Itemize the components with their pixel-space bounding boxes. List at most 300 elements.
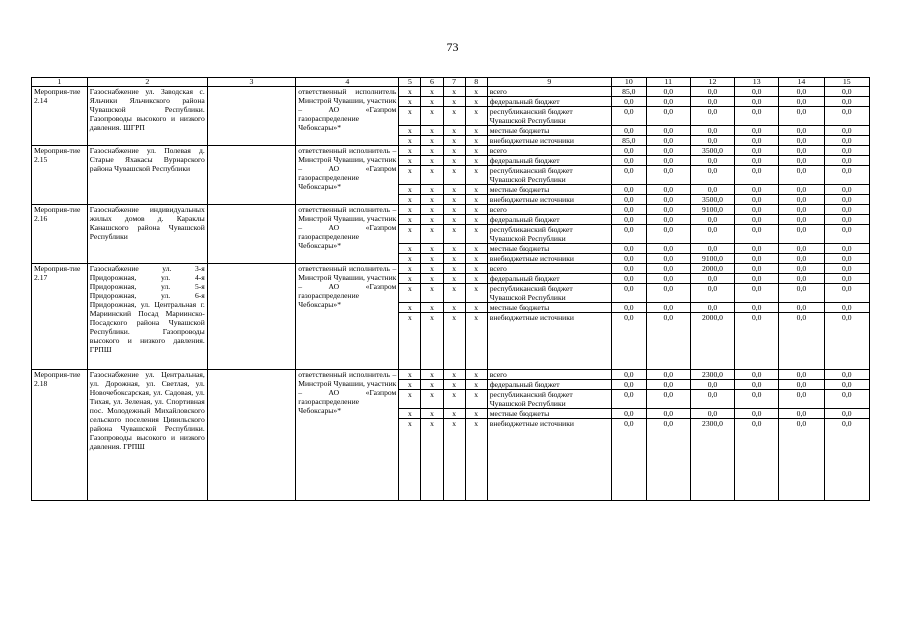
x-mark: x <box>399 126 421 136</box>
amount-cell: 0,0 <box>824 409 869 419</box>
amount-cell: 0,0 <box>611 195 646 205</box>
measure-name: Газоснабжение ул. 3-я Придорожная, ул. 4-я Придорожная, ул. 5-я Придорожная, ул. 6-я Придорожная, ул. Центральная г. Мариинский Посад Мариинско-Посадского района Чувашской Республики. Газопроводы высокого и низкого давления. ГРПШ <box>87 264 207 370</box>
funding-source: всего <box>487 87 611 97</box>
amount-cell: 0,0 <box>824 390 869 409</box>
amount-cell: 0,0 <box>824 244 869 254</box>
amount-cell: 0,0 <box>646 205 690 215</box>
amount-cell: 9100,0 <box>690 205 734 215</box>
x-mark: x <box>465 370 487 380</box>
amount-cell: 0,0 <box>824 215 869 225</box>
x-mark: x <box>421 370 443 380</box>
x-mark: x <box>399 244 421 254</box>
amount-cell: 0,0 <box>611 185 646 195</box>
x-mark: x <box>443 166 465 185</box>
amount-cell: 0,0 <box>779 126 824 136</box>
amount-cell: 0,0 <box>824 195 869 205</box>
x-mark: x <box>465 284 487 303</box>
header-cell: 1 <box>32 78 88 87</box>
amount-cell: 0,0 <box>824 156 869 166</box>
funding-source: местные бюджеты <box>487 185 611 195</box>
amount-cell: 0,0 <box>779 254 824 264</box>
measure-executor: ответственный исполнитель – Минстрой Чувашии, участник – АО «Газпром газораспределение Чебоксары»* <box>296 146 399 205</box>
amount-cell: 0,0 <box>824 87 869 97</box>
amount-cell: 0,0 <box>735 87 779 97</box>
x-mark: x <box>443 205 465 215</box>
x-mark: x <box>465 107 487 126</box>
amount-cell: 0,0 <box>611 380 646 390</box>
funding-source: местные бюджеты <box>487 244 611 254</box>
amount-cell: 0,0 <box>735 264 779 274</box>
empty-cell <box>207 205 295 264</box>
funding-source: всего <box>487 146 611 156</box>
amount-cell: 0,0 <box>611 126 646 136</box>
x-mark: x <box>465 146 487 156</box>
header-cell: 15 <box>824 78 869 87</box>
amount-cell: 0,0 <box>735 126 779 136</box>
x-mark: x <box>421 205 443 215</box>
amount-cell: 0,0 <box>779 244 824 254</box>
amount-cell: 0,0 <box>735 185 779 195</box>
amount-cell: 0,0 <box>779 274 824 284</box>
amount-cell: 0,0 <box>779 370 824 380</box>
header-cell: 8 <box>465 78 487 87</box>
amount-cell: 0,0 <box>735 215 779 225</box>
x-mark: x <box>421 87 443 97</box>
amount-cell: 0,0 <box>646 166 690 185</box>
amount-cell: 0,0 <box>824 166 869 185</box>
amount-cell: 0,0 <box>779 303 824 313</box>
table-body <box>32 78 870 501</box>
measure-id: Мероприя-тие 2.16 <box>32 205 88 264</box>
x-mark: x <box>465 87 487 97</box>
amount-cell: 0,0 <box>779 264 824 274</box>
funding-source: внебюджетные источники <box>487 195 611 205</box>
x-mark: x <box>443 97 465 107</box>
x-mark: x <box>421 195 443 205</box>
amount-cell: 0,0 <box>611 419 646 501</box>
amount-cell: 0,0 <box>824 136 869 146</box>
x-mark: x <box>465 166 487 185</box>
amount-cell: 0,0 <box>735 419 779 501</box>
header-cell: 10 <box>611 78 646 87</box>
funding-source: федеральный бюджет <box>487 97 611 107</box>
amount-cell: 0,0 <box>690 303 734 313</box>
amount-cell: 0,0 <box>824 185 869 195</box>
x-mark: x <box>443 274 465 284</box>
amount-cell: 0,0 <box>611 107 646 126</box>
amount-cell: 0,0 <box>611 166 646 185</box>
amount-cell: 85,0 <box>611 87 646 97</box>
measure-id: Мероприя-тие 2.15 <box>32 146 88 205</box>
x-mark: x <box>465 225 487 244</box>
amount-cell: 3500,0 <box>690 195 734 205</box>
measure-executor: ответственный исполнитель Минстрой Чувашии, участник – АО «Газпром газораспределение Чебоксары»* <box>296 87 399 146</box>
amount-cell: 2300,0 <box>690 370 734 380</box>
x-mark: x <box>443 146 465 156</box>
measure-name: Газоснабжение индивидуальных жилых домов д. Караклы Канашского района Чувашской Республики <box>87 205 207 264</box>
amount-cell: 0,0 <box>646 136 690 146</box>
x-mark: x <box>421 136 443 146</box>
amount-cell: 0,0 <box>824 264 869 274</box>
measure-id: Мероприя-тие 2.17 <box>32 264 88 370</box>
empty-cell <box>207 370 295 501</box>
amount-cell: 2000,0 <box>690 264 734 274</box>
measure-name: Газоснабжение ул. Заводская с. Яльчики Яльчикского района Чувашской Республики. Газопроводы высокого и низкого давления. ШГРП <box>87 87 207 146</box>
amount-cell: 0,0 <box>824 313 869 370</box>
x-mark: x <box>443 380 465 390</box>
amount-cell: 0,0 <box>735 107 779 126</box>
x-mark: x <box>465 97 487 107</box>
header-cell: 5 <box>399 78 421 87</box>
funding-source: местные бюджеты <box>487 409 611 419</box>
header-cell: 14 <box>779 78 824 87</box>
amount-cell: 0,0 <box>824 126 869 136</box>
funding-source: федеральный бюджет <box>487 156 611 166</box>
amount-cell: 0,0 <box>646 107 690 126</box>
measure-id: Мероприя-тие 2.14 <box>32 87 88 146</box>
amount-cell: 0,0 <box>690 409 734 419</box>
header-cell: 11 <box>646 78 690 87</box>
amount-cell: 9100,0 <box>690 254 734 264</box>
page-number: 73 <box>446 40 459 54</box>
x-mark: x <box>399 107 421 126</box>
amount-cell: 0,0 <box>646 380 690 390</box>
amount-cell: 0,0 <box>646 195 690 205</box>
amount-cell: 0,0 <box>690 136 734 146</box>
amount-cell: 0,0 <box>779 97 824 107</box>
amount-cell: 0,0 <box>735 195 779 205</box>
header-cell: 2 <box>87 78 207 87</box>
amount-cell: 0,0 <box>690 225 734 244</box>
amount-cell: 0,0 <box>646 146 690 156</box>
x-mark: x <box>399 146 421 156</box>
amount-cell: 0,0 <box>611 409 646 419</box>
table-row <box>32 205 870 215</box>
x-mark: x <box>421 274 443 284</box>
amount-cell: 0,0 <box>779 87 824 97</box>
funding-source: внебюджетные источники <box>487 254 611 264</box>
amount-cell: 0,0 <box>735 205 779 215</box>
amount-cell: 0,0 <box>611 97 646 107</box>
x-mark: x <box>465 264 487 274</box>
amount-cell: 0,0 <box>779 156 824 166</box>
amount-cell: 0,0 <box>646 409 690 419</box>
amount-cell: 0,0 <box>690 126 734 136</box>
x-mark: x <box>421 215 443 225</box>
x-mark: x <box>443 264 465 274</box>
amount-cell: 0,0 <box>690 390 734 409</box>
amount-cell: 0,0 <box>824 205 869 215</box>
amount-cell: 0,0 <box>824 284 869 303</box>
x-mark: x <box>421 409 443 419</box>
program-measures-table <box>31 77 870 501</box>
amount-cell: 0,0 <box>646 370 690 380</box>
table-row <box>32 370 870 380</box>
amount-cell: 0,0 <box>735 409 779 419</box>
amount-cell: 0,0 <box>824 254 869 264</box>
x-mark: x <box>421 126 443 136</box>
x-mark: x <box>443 303 465 313</box>
table-row <box>32 146 870 156</box>
funding-source: внебюджетные источники <box>487 419 611 501</box>
amount-cell: 0,0 <box>646 274 690 284</box>
x-mark: x <box>421 225 443 244</box>
amount-cell: 2000,0 <box>690 313 734 370</box>
x-mark: x <box>421 156 443 166</box>
table-row <box>32 87 870 97</box>
x-mark: x <box>399 97 421 107</box>
x-mark: x <box>421 419 443 501</box>
x-mark: x <box>443 136 465 146</box>
amount-cell: 0,0 <box>646 87 690 97</box>
amount-cell: 0,0 <box>735 303 779 313</box>
amount-cell: 0,0 <box>611 390 646 409</box>
amount-cell: 0,0 <box>690 284 734 303</box>
x-mark: x <box>443 313 465 370</box>
amount-cell: 0,0 <box>646 284 690 303</box>
x-mark: x <box>399 409 421 419</box>
x-mark: x <box>443 87 465 97</box>
x-mark: x <box>465 419 487 501</box>
amount-cell: 0,0 <box>646 244 690 254</box>
column-number-header <box>32 78 870 87</box>
amount-cell: 0,0 <box>824 370 869 380</box>
x-mark: x <box>399 166 421 185</box>
amount-cell: 0,0 <box>735 313 779 370</box>
amount-cell: 0,0 <box>779 380 824 390</box>
x-mark: x <box>421 380 443 390</box>
amount-cell: 0,0 <box>690 166 734 185</box>
amount-cell: 0,0 <box>824 274 869 284</box>
amount-cell: 0,0 <box>611 264 646 274</box>
x-mark: x <box>465 156 487 166</box>
x-mark: x <box>443 156 465 166</box>
amount-cell: 0,0 <box>611 225 646 244</box>
amount-cell: 0,0 <box>611 215 646 225</box>
empty-cell <box>207 146 295 205</box>
funding-source: всего <box>487 264 611 274</box>
x-mark: x <box>443 284 465 303</box>
x-mark: x <box>443 254 465 264</box>
amount-cell: 0,0 <box>779 146 824 156</box>
header-cell: 3 <box>207 78 295 87</box>
amount-cell: 0,0 <box>735 284 779 303</box>
amount-cell: 0,0 <box>611 244 646 254</box>
x-mark: x <box>443 244 465 254</box>
x-mark: x <box>443 390 465 409</box>
amount-cell: 0,0 <box>611 254 646 264</box>
funding-source: федеральный бюджет <box>487 380 611 390</box>
amount-cell: 0,0 <box>690 156 734 166</box>
x-mark: x <box>421 264 443 274</box>
measure-name: Газоснабжение ул. Центральная, ул. Дорожная, ул. Светлая, ул. Новочебоксарская, ул. Садовая, ул. Тихая, ул. Зеленая, ул. Спортивная пос. Молодежный Михайловского сельского поселения Цивильского района Чувашской Республики. Газопроводы высокого и низкого давления. ГРПШ <box>87 370 207 501</box>
x-mark: x <box>399 185 421 195</box>
x-mark: x <box>399 380 421 390</box>
amount-cell: 85,0 <box>611 136 646 146</box>
amount-cell: 0,0 <box>690 185 734 195</box>
amount-cell: 0,0 <box>735 254 779 264</box>
x-mark: x <box>465 244 487 254</box>
amount-cell: 0,0 <box>735 244 779 254</box>
amount-cell: 0,0 <box>779 409 824 419</box>
empty-cell <box>207 264 295 370</box>
amount-cell: 0,0 <box>779 205 824 215</box>
funding-source: внебюджетные источники <box>487 313 611 370</box>
header-cell: 6 <box>421 78 443 87</box>
measure-name: Газоснабжение ул. Полевая д. Старые Яхакасы Вурнарского района Чувашской Республики <box>87 146 207 205</box>
amount-cell: 0,0 <box>824 380 869 390</box>
amount-cell: 0,0 <box>824 225 869 244</box>
amount-cell: 0,0 <box>779 195 824 205</box>
amount-cell: 0,0 <box>824 303 869 313</box>
amount-cell: 0,0 <box>690 380 734 390</box>
amount-cell: 0,0 <box>611 274 646 284</box>
amount-cell: 0,0 <box>611 370 646 380</box>
measure-executor: ответственный исполнитель – Минстрой Чувашии, участник – АО «Газпром газораспределение Чебоксары»* <box>296 264 399 370</box>
header-cell: 9 <box>487 78 611 87</box>
x-mark: x <box>399 215 421 225</box>
amount-cell: 0,0 <box>779 185 824 195</box>
amount-cell: 0,0 <box>690 87 734 97</box>
amount-cell: 0,0 <box>779 284 824 303</box>
amount-cell: 0,0 <box>690 244 734 254</box>
amount-cell: 0,0 <box>735 166 779 185</box>
x-mark: x <box>465 185 487 195</box>
amount-cell: 0,0 <box>646 313 690 370</box>
funding-source: республиканский бюджет Чувашской Республики <box>487 284 611 303</box>
x-mark: x <box>465 380 487 390</box>
amount-cell: 0,0 <box>824 97 869 107</box>
amount-cell: 0,0 <box>646 185 690 195</box>
amount-cell: 0,0 <box>735 225 779 244</box>
amount-cell: 0,0 <box>735 370 779 380</box>
table-row <box>32 264 870 274</box>
x-mark: x <box>443 419 465 501</box>
amount-cell: 0,0 <box>779 313 824 370</box>
amount-cell: 0,0 <box>735 390 779 409</box>
x-mark: x <box>421 166 443 185</box>
x-mark: x <box>421 303 443 313</box>
x-mark: x <box>399 264 421 274</box>
x-mark: x <box>465 303 487 313</box>
x-mark: x <box>465 215 487 225</box>
x-mark: x <box>443 225 465 244</box>
funding-source: республиканский бюджет Чувашской Республики <box>487 107 611 126</box>
x-mark: x <box>399 303 421 313</box>
amount-cell: 0,0 <box>611 303 646 313</box>
amount-cell: 0,0 <box>735 97 779 107</box>
x-mark: x <box>399 313 421 370</box>
x-mark: x <box>421 97 443 107</box>
x-mark: x <box>421 244 443 254</box>
x-mark: x <box>399 390 421 409</box>
amount-cell: 0,0 <box>611 146 646 156</box>
amount-cell: 0,0 <box>735 136 779 146</box>
x-mark: x <box>421 284 443 303</box>
amount-cell: 0,0 <box>611 313 646 370</box>
x-mark: x <box>399 205 421 215</box>
amount-cell: 0,0 <box>779 166 824 185</box>
x-mark: x <box>399 254 421 264</box>
x-mark: x <box>443 370 465 380</box>
amount-cell: 0,0 <box>646 156 690 166</box>
funding-source: местные бюджеты <box>487 126 611 136</box>
amount-cell: 0,0 <box>611 156 646 166</box>
x-mark: x <box>465 409 487 419</box>
x-mark: x <box>421 313 443 370</box>
amount-cell: 0,0 <box>735 274 779 284</box>
amount-cell: 0,0 <box>646 419 690 501</box>
x-mark: x <box>465 205 487 215</box>
x-mark: x <box>399 370 421 380</box>
x-mark: x <box>421 185 443 195</box>
amount-cell: 0,0 <box>735 380 779 390</box>
x-mark: x <box>421 390 443 409</box>
funding-source: всего <box>487 370 611 380</box>
amount-cell: 0,0 <box>646 303 690 313</box>
funding-source: федеральный бюджет <box>487 215 611 225</box>
x-mark: x <box>465 274 487 284</box>
header-cell: 12 <box>690 78 734 87</box>
x-mark: x <box>399 195 421 205</box>
x-mark: x <box>465 195 487 205</box>
x-mark: x <box>399 87 421 97</box>
amount-cell: 0,0 <box>735 156 779 166</box>
x-mark: x <box>443 215 465 225</box>
amount-cell: 0,0 <box>824 107 869 126</box>
x-mark: x <box>421 146 443 156</box>
x-mark: x <box>443 107 465 126</box>
funding-source: республиканский бюджет Чувашской Республики <box>487 166 611 185</box>
amount-cell: 0,0 <box>690 274 734 284</box>
amount-cell: 0,0 <box>735 146 779 156</box>
amount-cell: 0,0 <box>690 215 734 225</box>
measure-id: Мероприя-тие 2.18 <box>32 370 88 501</box>
amount-cell: 2300,0 <box>690 419 734 501</box>
funding-source: всего <box>487 205 611 215</box>
x-mark: x <box>465 254 487 264</box>
x-mark: x <box>399 274 421 284</box>
x-mark: x <box>465 390 487 409</box>
funding-source: республиканский бюджет Чувашской Республики <box>487 390 611 409</box>
amount-cell: 0,0 <box>646 264 690 274</box>
amount-cell: 0,0 <box>779 215 824 225</box>
amount-cell: 0,0 <box>646 215 690 225</box>
amount-cell: 0,0 <box>646 390 690 409</box>
header-cell: 7 <box>443 78 465 87</box>
amount-cell: 0,0 <box>646 225 690 244</box>
amount-cell: 0,0 <box>779 419 824 501</box>
x-mark: x <box>399 156 421 166</box>
funding-source: республиканский бюджет Чувашской Республики <box>487 225 611 244</box>
amount-cell: 3500,0 <box>690 146 734 156</box>
x-mark: x <box>421 107 443 126</box>
amount-cell: 0,0 <box>779 107 824 126</box>
funding-source: местные бюджеты <box>487 303 611 313</box>
amount-cell: 0,0 <box>779 136 824 146</box>
measure-executor: ответственный исполнитель – Минстрой Чувашии, участник – АО «Газпром газораспределение Чебоксары»* <box>296 370 399 501</box>
amount-cell: 0,0 <box>646 254 690 264</box>
x-mark: x <box>399 284 421 303</box>
measure-executor: ответственный исполнитель – Минстрой Чувашии, участник – АО «Газпром газораспределение Чебоксары»* <box>296 205 399 264</box>
amount-cell: 0,0 <box>690 97 734 107</box>
x-mark: x <box>399 136 421 146</box>
header-cell: 4 <box>296 78 399 87</box>
x-mark: x <box>399 225 421 244</box>
amount-cell: 0,0 <box>824 146 869 156</box>
x-mark: x <box>465 313 487 370</box>
amount-cell: 0,0 <box>824 419 869 501</box>
